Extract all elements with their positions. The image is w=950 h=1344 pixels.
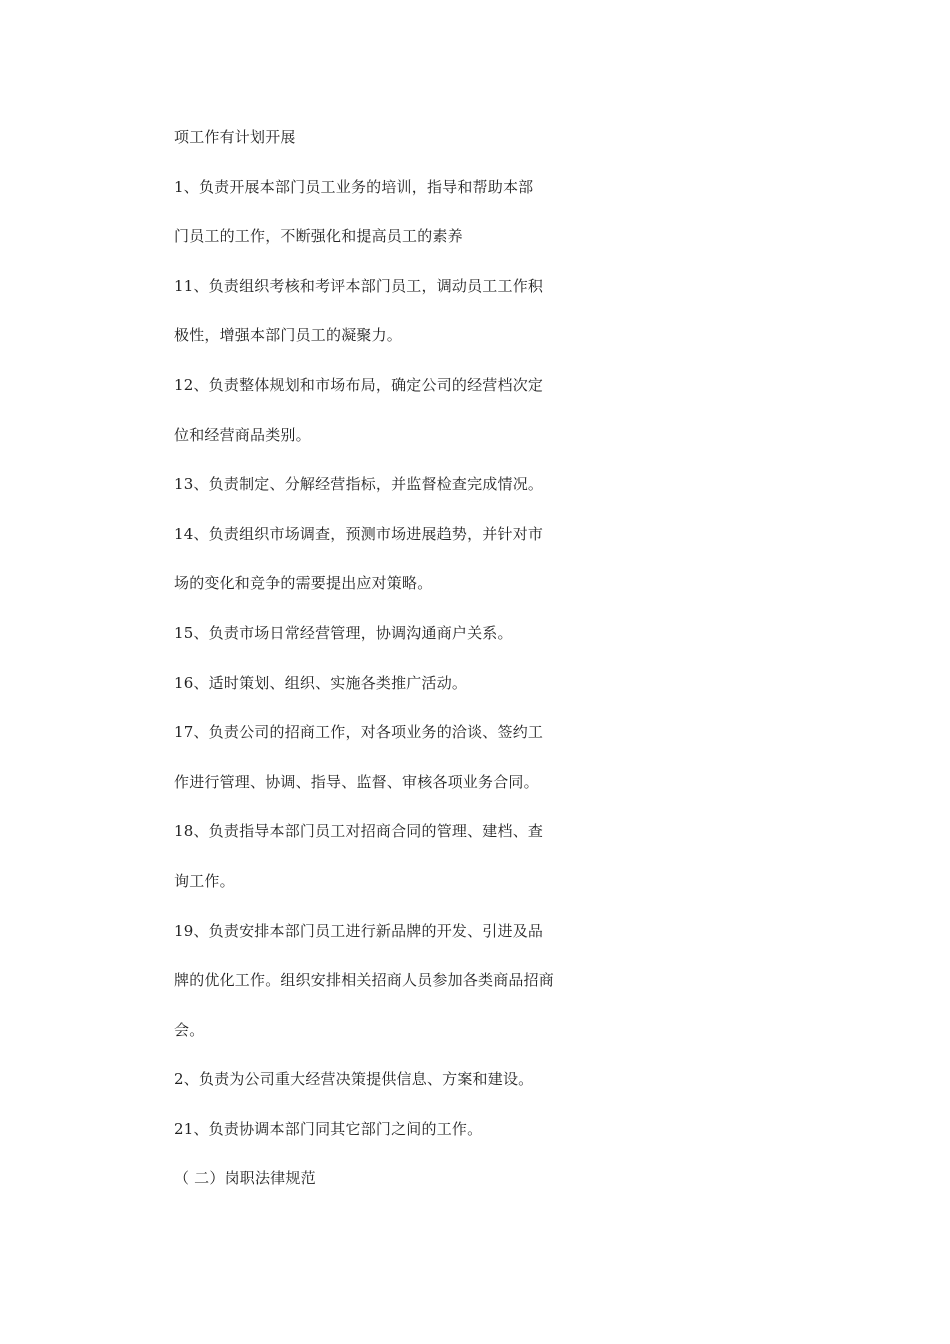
text-line: 19、负责安排本部门员工进行新品牌的开发、引进及品	[174, 921, 544, 940]
text-line: 13、负责制定、分解经营指标，并监督检查完成情况。	[174, 475, 544, 494]
text-line: 极性，增强本部门员工的凝聚力。	[174, 326, 403, 345]
text-line: 项工作有计划开展	[174, 128, 296, 146]
text-line: 17、负责公司的招商工作，对各项业务的洽谈、签约工	[174, 723, 544, 742]
document-body	[174, 120, 614, 1211]
text-line: 位和经营商品类别。	[174, 425, 311, 444]
text-line: 会。	[174, 1020, 205, 1039]
text-line: 1、负责开展本部门员工业务的培训，指导和帮助本部	[174, 177, 534, 196]
text-line: 2、负责为公司重大经营决策提供信息、方案和建设。	[174, 1070, 534, 1089]
text-line: 14、负责组织市场调查，预测市场进展趋势，并针对市	[174, 524, 544, 543]
text-line: 11、负责组织考核和考评本部门员工，调动员工工作积	[174, 276, 544, 295]
text-line: 12、负责整体规划和市场布局，确定公司的经营档次定	[174, 375, 544, 394]
text-line: 15、负责市场日常经营管理，协调沟通商户关系。	[174, 623, 513, 642]
section-heading: （ 二）岗职法律规范	[174, 1169, 316, 1188]
text-line: 18、负责指导本部门员工对招商合同的管理、建档、查	[174, 822, 544, 841]
text-line: 16、适时策划、组织、实施各类推广活动。	[174, 673, 468, 692]
text-line: 作进行管理、协调、指导、监督、审核各项业务合同。	[174, 772, 539, 791]
text-line: 21、负责协调本部门同其它部门之间的工作。	[174, 1119, 483, 1138]
text-line: 牌的优化工作。组织安排相关招商人员参加各类商品招商	[174, 971, 555, 990]
text-line: 门员工的工作，不断强化和提高员工的素养	[174, 227, 463, 246]
text-line: 询工作。	[174, 871, 235, 890]
text-line: 场的变化和竞争的需要提出应对策略。	[174, 574, 433, 593]
